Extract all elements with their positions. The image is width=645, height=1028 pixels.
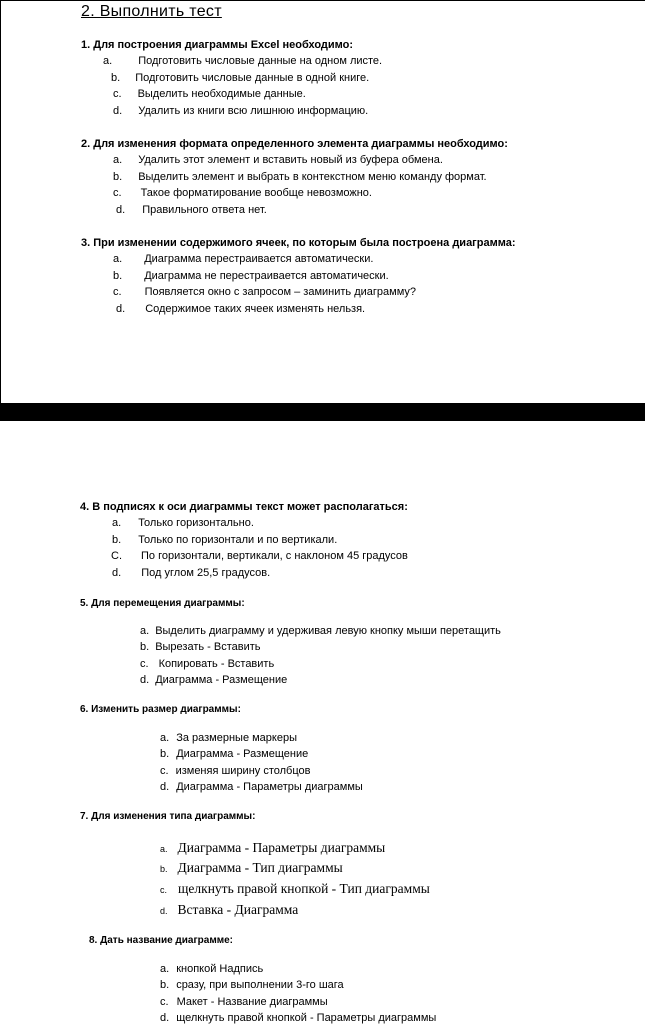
- question-1-option-c: c. Выделить необходимые данные.: [113, 88, 306, 100]
- question-8-option-b: b. сразу, при выполнении 3-го шага: [160, 979, 344, 991]
- question-5-option-b: b. Вырезать - Вставить: [140, 641, 261, 653]
- question-7-option-c: c. щелкнуть правой кнопкой - Тип диаграммы: [160, 881, 430, 896]
- question-5-option-a: a. Выделить диаграмму и удерживая левую кнопку мыши перетащить: [140, 625, 501, 637]
- document-page-2: [0, 421, 645, 1028]
- question-7-option-a: a. Диаграмма - Параметры диаграммы: [160, 840, 386, 855]
- section-title: 2. Выполнить тест: [81, 3, 222, 20]
- document-page-1: [0, 0, 645, 403]
- question-2-option-a: a. Удалить этот элемент и вставить новый из буфера обмена.: [113, 154, 443, 166]
- question-8-option-a: a. кнопкой Надпись: [160, 963, 264, 975]
- question-2-option-c: c. Такое форматирование вообще невозможно.: [113, 187, 372, 199]
- question-3-option-d: d. Содержимое таких ячеек изменять нельзя.: [116, 303, 366, 315]
- question-5: 5. Для перемещения диаграммы:: [80, 598, 245, 609]
- question-1-option-a: a. Подготовить числовые данные на одном листе.: [103, 55, 383, 67]
- question-7: 7. Для изменения типа диаграммы:: [80, 811, 256, 822]
- question-6: 6. Изменить размер диаграммы:: [80, 704, 241, 715]
- question-3-option-b: b. Диаграмма не перестраивается автоматически.: [113, 270, 389, 282]
- question-3: 3. При изменении содержимого ячеек, по которым была построена диаграмма:: [81, 237, 516, 249]
- question-8-option-d: d. щелкнуть правой кнопкой - Параметры диаграммы: [160, 1012, 437, 1024]
- question-4-option-d: d. Под углом 25,5 градусов.: [112, 567, 271, 579]
- question-2-option-d: d. Правильного ответа нет.: [116, 204, 267, 216]
- page-separator: [0, 403, 645, 421]
- question-8: 8. Дать название диаграмме:: [89, 935, 234, 946]
- question-1-option-b: b. Подготовить числовые данные в одной книге.: [111, 72, 370, 84]
- question-3-option-a: a. Диаграмма перестраивается автоматически.: [113, 253, 374, 265]
- question-4-option-b: b. Только по горизонтали и по вертикали.: [112, 534, 338, 546]
- question-6-option-b: b. Диаграмма - Размещение: [160, 748, 309, 760]
- question-6-option-a: a. За размерные маркеры: [160, 732, 297, 744]
- question-5-option-d: d. Диаграмма - Размещение: [140, 674, 288, 686]
- question-6-option-d: d. Диаграмма - Параметры диаграммы: [160, 781, 363, 793]
- question-3-option-c: c. Появляется окно с запросом – заминить диаграмму?: [113, 286, 417, 298]
- question-7-option-b: b. Диаграмма - Тип диаграммы: [160, 860, 343, 875]
- question-5-option-c: c. Копировать - Вставить: [140, 658, 275, 670]
- question-6-option-c: c. изменяя ширину столбцов: [160, 765, 311, 777]
- question-4-option-c: C. По горизонтали, вертикали, с наклоном 45 градусов: [111, 550, 408, 562]
- question-4: 4. В подписях к оси диаграммы текст может располагаться:: [80, 501, 408, 513]
- question-4-option-a: a. Только горизонтально.: [112, 517, 254, 529]
- question-1-option-d: d. Удалить из книги всю лишнюю информацию.: [113, 105, 369, 117]
- question-2-option-b: b. Выделить элемент и выбрать в контекстном меню команду формат.: [113, 171, 487, 183]
- question-1: 1. Для построения диаграммы Excel необходимо:: [81, 39, 354, 51]
- question-7-option-d: d. Вставка - Диаграмма: [160, 902, 299, 917]
- question-8-option-c: c. Макет - Название диаграммы: [160, 996, 328, 1008]
- question-2: 2. Для изменения формата определенного элемента диаграммы необходимо:: [81, 138, 508, 150]
